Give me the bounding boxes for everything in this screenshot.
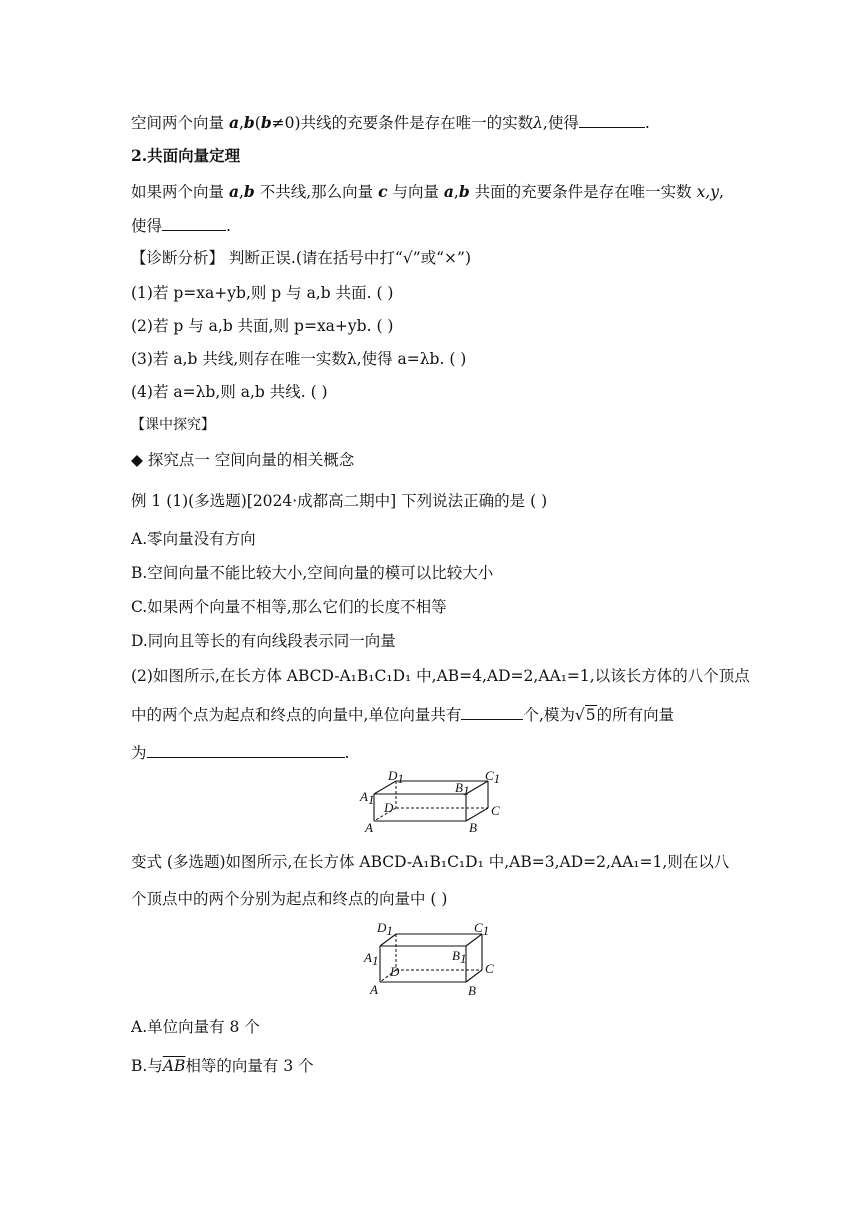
label-d1: D1 <box>388 768 404 786</box>
variant-option-a: A.单位向量有 8 个 <box>131 1018 260 1036</box>
label-b1: B1 <box>455 780 470 798</box>
label-b1: B1 <box>452 948 467 966</box>
coplanar-theorem-line: 如果两个向量 a,b 不共线,那么向量 c 与向量 a,b 共面的充要条件是存在唯一实数 x,y, <box>131 182 724 201</box>
example-1-part-2-line-3: 为 . <box>131 741 349 764</box>
label-a1: A1 <box>364 950 379 968</box>
label-c1: C1 <box>474 920 490 938</box>
vector-ab: $\overline{AB}$ <box>162 1057 186 1075</box>
label-d: D <box>390 964 400 979</box>
option-d: D.同向且等长的有向线段表示同一向量 <box>131 632 396 650</box>
cuboid-figure-1 <box>356 768 506 838</box>
example-1-part-2: (2)如图所示,在长方体 ABCD-A₁B₁C₁D₁ 中,AB=4,AD=2,AA₁=1,以该长方体的八个顶点 <box>131 667 750 685</box>
answer-blank[interactable] <box>162 214 226 231</box>
label-c: C <box>491 803 500 818</box>
answer-blank[interactable] <box>147 741 345 758</box>
in-class-heading: 【课中探究】 <box>131 417 215 433</box>
option-b: B.空间向量不能比较大小,空间向量的模可以比较大小 <box>131 564 494 582</box>
label-a: A <box>370 982 378 997</box>
label-a1: A1 <box>360 789 375 807</box>
variant-option-b: B.与$\overline{AB}$相等的向量有 3 个 <box>131 1057 314 1075</box>
variant-stem: 变式 (多选题)如图所示,在长方体 ABCD-A₁B₁C₁D₁ 中,AB=3,AD=2,AA₁=1,则在以八 <box>131 853 730 871</box>
cuboid-figure-2 <box>362 918 502 1002</box>
label-b: B <box>468 983 476 998</box>
label-d: D <box>384 800 394 815</box>
label-b: B <box>469 820 477 835</box>
option-c: C.如果两个向量不相等,那么它们的长度不相等 <box>131 598 447 616</box>
judgment-item-4: (4)若 a=λb,则 a,b 共线. ( ) <box>131 383 328 401</box>
example-1-part-2-line-2: 中的两个点为起点和终点的向量中,单位向量共有 个,模为√5的所有向量 <box>131 703 674 726</box>
answer-blank[interactable] <box>579 111 645 128</box>
sqrt-5: √5 <box>574 706 596 724</box>
label-d1: D1 <box>377 920 393 938</box>
collinear-condition-line: 空间两个向量 a,b(b≠0)共线的充要条件是存在唯一的实数λ,使得 . <box>131 113 650 132</box>
label-a: A <box>365 820 373 835</box>
example-1-stem: 例 1 (1)(多选题)[2024·成都高二期中] 下列说法正确的是 ( ) <box>131 492 548 510</box>
diagnostic-heading: 【诊断分析】 判断正误.(请在括号中打“√”或“×”) <box>131 249 472 267</box>
judgment-item-1: (1)若 p=xa+yb,则 p 与 a,b 共面. ( ) <box>131 284 394 302</box>
exploration-heading: ◆ 探究点一 空间向量的相关概念 <box>131 451 355 469</box>
judgment-item-2: (2)若 p 与 a,b 共面,则 p=xa+yb. ( ) <box>131 317 394 335</box>
coplanar-theorem-line-2: 使得 . <box>131 214 231 237</box>
variant-stem-line-2: 个顶点中的两个分别为起点和终点的向量中 ( ) <box>131 890 448 908</box>
judgment-item-3: (3)若 a,b 共线,则存在唯一实数λ,使得 a=λb. ( ) <box>131 350 467 368</box>
label-c: C <box>485 961 494 976</box>
section-heading-coplanar: 2.共面向量定理 <box>131 146 241 165</box>
option-a: A.零向量没有方向 <box>131 530 256 548</box>
label-c1: C1 <box>485 768 501 786</box>
answer-blank[interactable] <box>461 703 523 720</box>
